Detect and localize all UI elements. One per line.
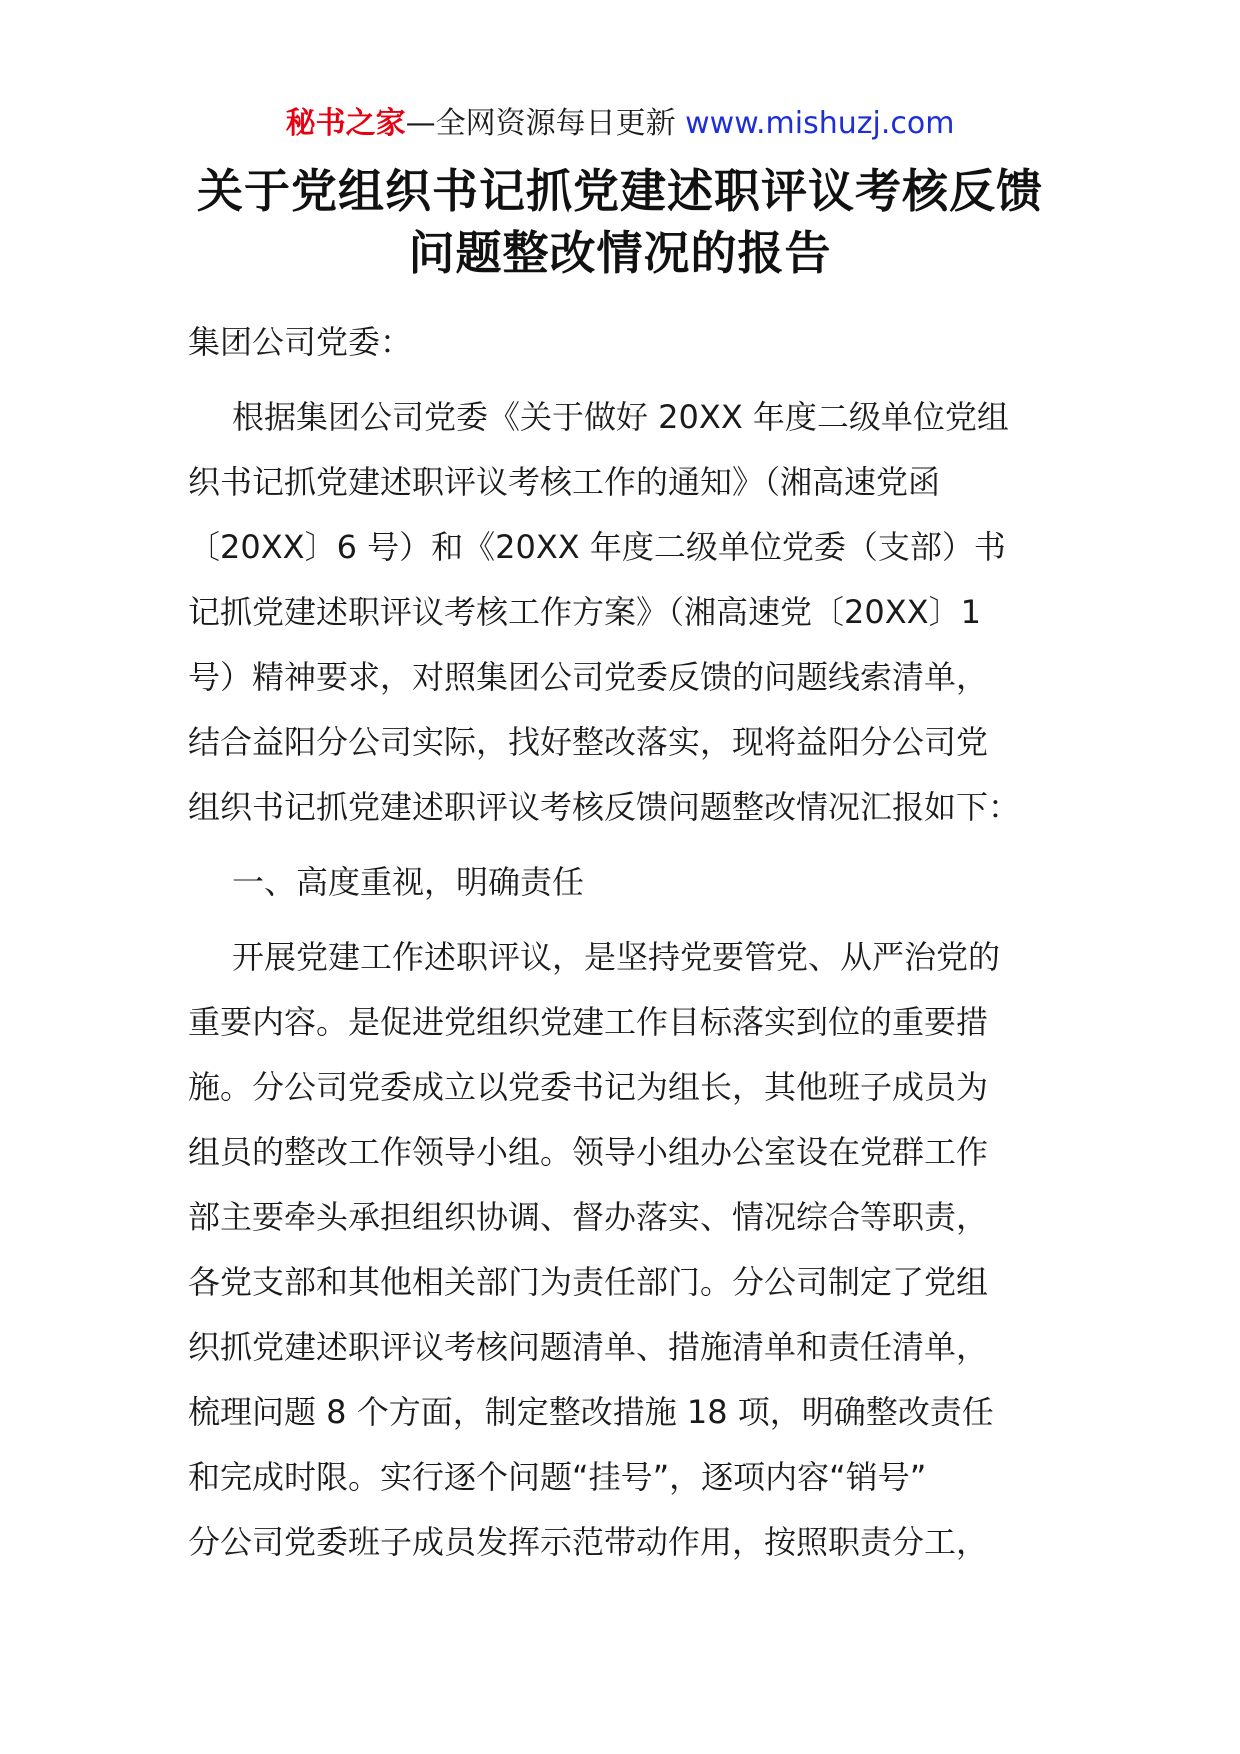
- paragraph-line: 记抓党建述职评议考核工作方案》（湘高速党〔20XX〕1: [188, 593, 981, 631]
- paragraph-line: 部主要牵头承担组织协调、督办落实、情况综合等职责，: [188, 1198, 989, 1236]
- paragraph-line: 织抓党建述职评议考核问题清单、措施清单和责任清单，: [188, 1328, 989, 1366]
- document-title: [100, 160, 1140, 284]
- brand-name: 秘书之家: [285, 106, 406, 141]
- paragraph-line: 施。分公司党委成立以党委书记为组长，其他班子成员为: [188, 1068, 989, 1106]
- section-heading: [188, 850, 1068, 915]
- site-header: [0, 104, 1240, 144]
- paragraph-line: 组员的整改工作领导小组。领导小组办公室设在党群工作: [188, 1133, 989, 1171]
- paragraph-responsibility: [188, 925, 1068, 1575]
- paragraph-line: 号）精神要求，对照集团公司党委反馈的问题线索清单，: [188, 658, 989, 696]
- paragraph-line: 〔20XX〕6 号）和《20XX 年度二级单位党委（支部）书: [188, 528, 1006, 566]
- paragraph-intro: [188, 385, 1068, 840]
- paragraph-line: 根据集团公司党委《关于做好 20XX 年度二级单位党组: [232, 398, 1009, 436]
- paragraph-line: 织书记抓党建述职评议考核工作的通知》（湘高速党函: [188, 463, 941, 501]
- paragraph-line: 结合益阳分公司实际，找好整改落实，现将益阳分公司党: [188, 723, 989, 761]
- document-title-line-2: 问题整改情况的报告: [408, 226, 832, 280]
- document-title-line-1: 关于党组织书记抓党建述职评议考核反馈: [197, 164, 1043, 218]
- section-heading-text: 一、高度重视，明确责任: [232, 863, 585, 901]
- paragraph-line: 和完成时限。实行逐个问题“挂号”，逐项内容“销号”: [188, 1458, 927, 1496]
- paragraph-line: 组织书记抓党建述职评议考核反馈问题整改情况汇报如下：: [188, 788, 1021, 826]
- header-tagline: —全网资源每日更新: [405, 106, 676, 141]
- paragraph-line: 分公司党委班子成员发挥示范带动作用，按照职责分工，: [188, 1523, 989, 1561]
- salutation: 集团公司党委：: [188, 323, 413, 361]
- site-url-link[interactable]: www.mishuzj.com: [685, 106, 955, 141]
- paragraph-line: 各党支部和其他相关部门为责任部门。分公司制定了党组: [188, 1263, 989, 1301]
- document-body: [188, 310, 1068, 1575]
- paragraph-line: 重要内容。是促进党组织党建工作目标落实到位的重要措: [188, 1003, 989, 1041]
- paragraph-line: 梳理问题 8 个方面，制定整改措施 18 项，明确整改责任: [188, 1393, 994, 1431]
- paragraph-line: 开展党建工作述职评议，是坚持党要管党、从严治党的: [232, 938, 1001, 976]
